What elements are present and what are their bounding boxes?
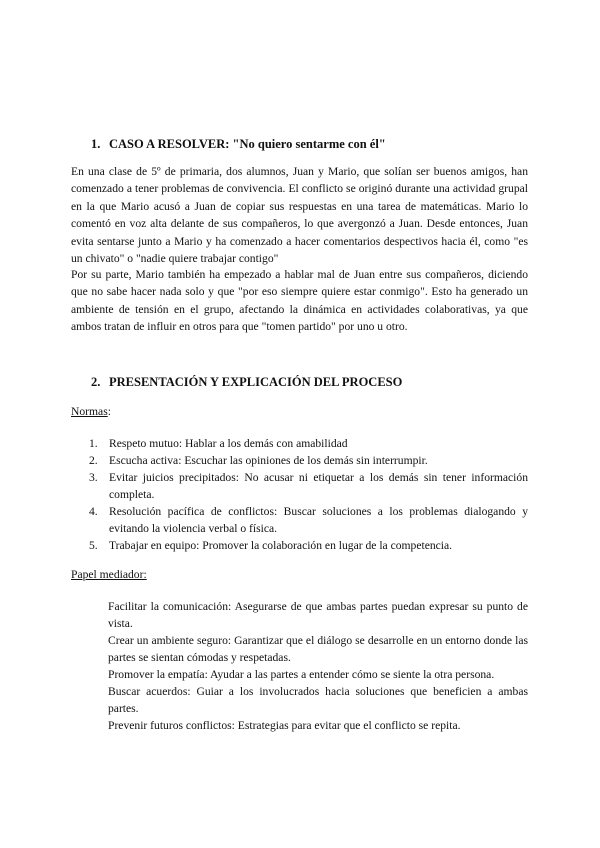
norma-number: 3. xyxy=(89,471,98,484)
section-1-heading xyxy=(91,136,386,152)
mediador-item: Prevenir futuros conflictos: Estrategias para evitar que el conflicto se repita. xyxy=(108,719,461,732)
norma-number: 4. xyxy=(89,505,98,518)
case-paragraph-2: Por su parte, Mario también ha empezado a hablar mal de Juan entre sus compañeros, diciendo que no sabe hacer nada solo y que "por eso siempre quiere estar conmigo". Esto ha generado un ambiente de tensión en el grupo, afectando la dinámica en actividades colaborativas, ya que ambos tratan de influir en otros para que "tomen partido" por uno u otro. xyxy=(71,268,528,334)
norma-text: Respeto mutuo: Hablar a los demás con amabilidad xyxy=(109,437,348,450)
normas-list xyxy=(71,435,528,554)
norma-item xyxy=(71,537,528,554)
norma-number: 5. xyxy=(89,539,98,552)
norma-number: 2. xyxy=(89,454,98,467)
mediador-list xyxy=(108,598,528,734)
section-2-title: PRESENTACIÓN Y EXPLICACIÓN DEL PROCESO xyxy=(109,375,403,389)
norma-number: 1. xyxy=(89,437,98,450)
mediador-label: Papel mediador: xyxy=(71,568,147,581)
normas-colon: : xyxy=(107,405,111,418)
mediador-item: Buscar acuerdos: Guiar a los involucrados hacia soluciones que beneficien a ambas partes. xyxy=(108,685,528,715)
norma-item xyxy=(71,435,528,452)
mediador-item: Facilitar la comunicación: Asegurarse de que ambas partes puedan expresar su punto de vista. xyxy=(108,600,528,630)
norma-text: Resolución pacífica de conflictos: Buscar soluciones a los problemas dialogando y evitando la violencia verbal o física. xyxy=(109,505,528,535)
mediador-item: Promover la empatía: Ayudar a las partes a entender cómo se siente la otra persona. xyxy=(108,668,495,681)
norma-text: Escucha activa: Escuchar las opiniones de los demás sin interrumpir. xyxy=(109,454,428,467)
section-1-number: 1. xyxy=(91,137,101,151)
mediador-item: Crear un ambiente seguro: Garantizar que el diálogo se desarrolle en un entorno donde las partes se sientan cómodas y respetadas. xyxy=(108,634,528,664)
norma-text: Evitar juicios precipitados: No acusar ni etiquetar a los demás sin tener información completa. xyxy=(109,471,528,501)
norma-text: Trabajar en equipo: Promover la colaboración en lugar de la competencia. xyxy=(109,539,453,552)
norma-item xyxy=(71,452,528,469)
section-2-number: 2. xyxy=(91,375,101,389)
normas-heading xyxy=(71,404,111,420)
normas-label: Normas xyxy=(71,405,108,418)
section-1-title: CASO A RESOLVER: "No quiero sentarme con él" xyxy=(109,137,386,151)
case-paragraph-1: En una clase de 5º de primaria, dos alumnos, Juan y Mario, que solían ser buenos amigos, han comenzado a tener problemas de convivencia. El conflicto se originó durante una actividad grupal en la que Mario acusó a Juan de copiar sus respuestas en una tarea de matemáticas. Mario lo comentó en voz alta delante de sus compañeros, lo que avergonzó a Juan. Desde entonces, Juan evita sentarse junto a Mario y ha comenzado a hacer comentarios despectivos hacia él, como "es un chivato" o "nadie quiere trabajar contigo" xyxy=(71,165,528,266)
norma-item xyxy=(71,503,528,537)
norma-item xyxy=(71,469,528,503)
section-2-heading xyxy=(91,374,402,390)
